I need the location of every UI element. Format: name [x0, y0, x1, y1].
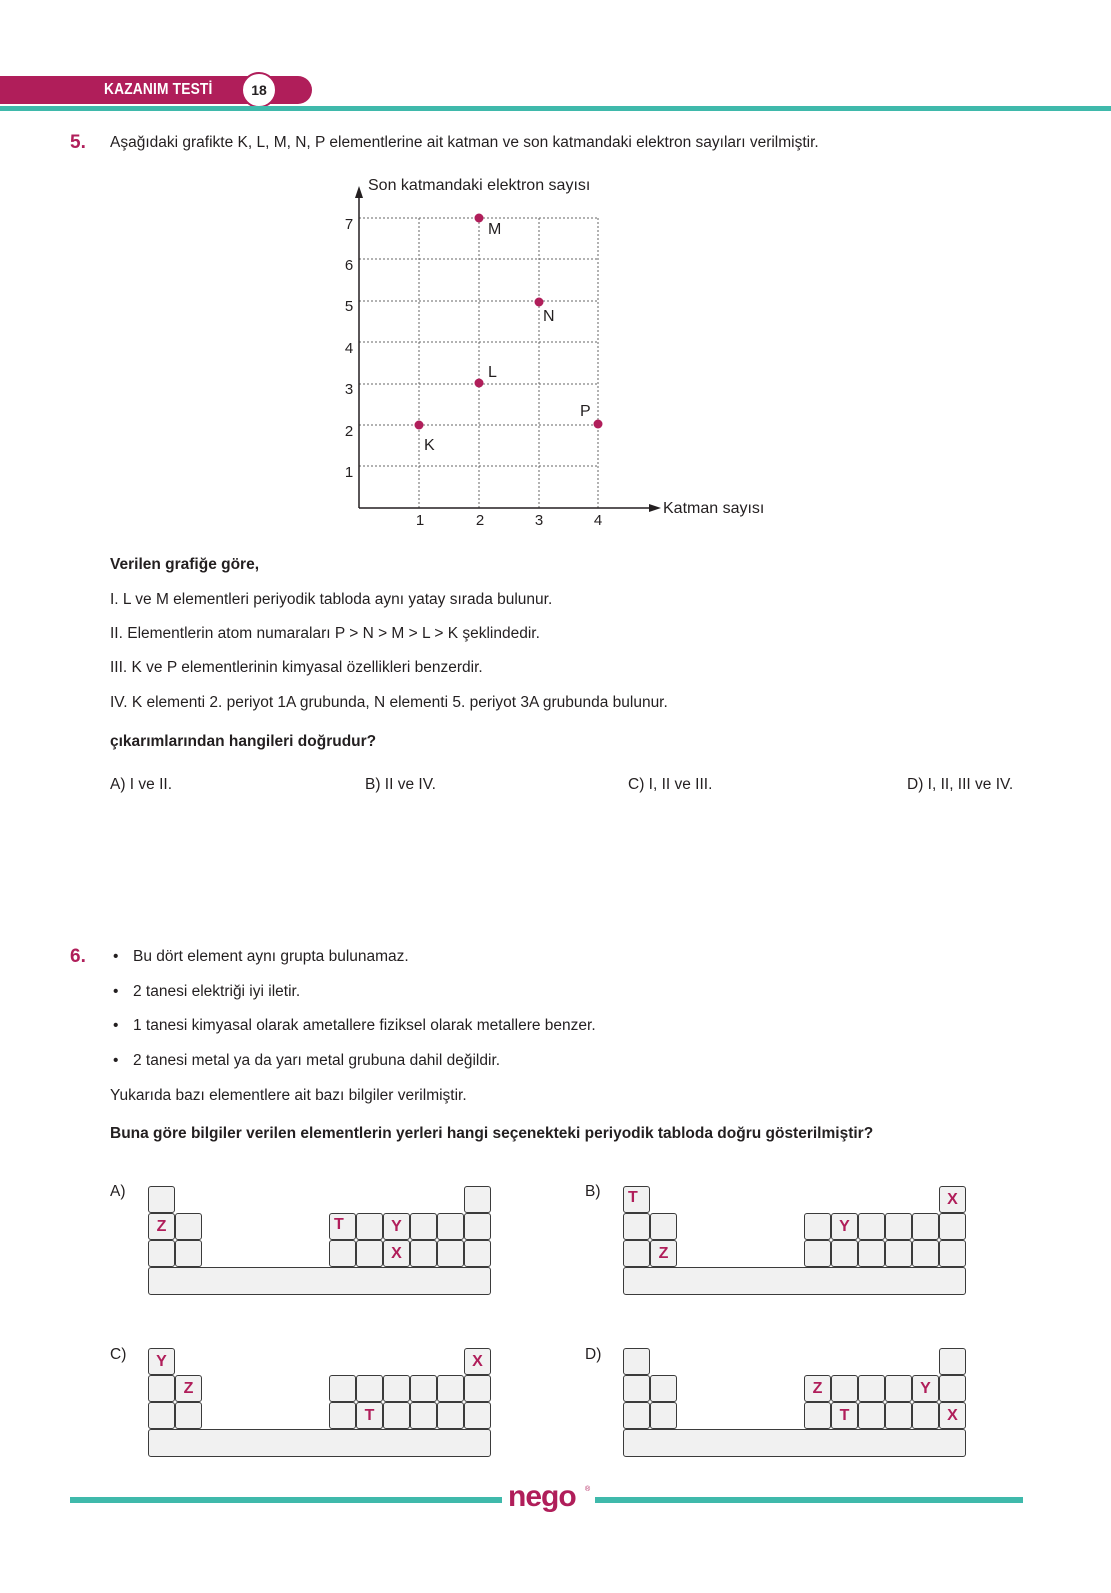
pt-cell [939, 1240, 966, 1267]
svg-text:K: K [424, 437, 435, 454]
pt-cell [410, 1402, 437, 1429]
chart-axes [355, 186, 661, 512]
pt-cell: T [623, 1186, 650, 1213]
pt-cell [175, 1213, 202, 1240]
pt-cell [939, 1375, 966, 1402]
pt-cell [912, 1240, 939, 1267]
pt-bottom-bar [148, 1429, 491, 1457]
pt-cell [329, 1402, 356, 1429]
svg-text:P: P [580, 403, 591, 420]
point-N [535, 298, 544, 307]
pt-cell [410, 1213, 437, 1240]
question-5-lead: Verilen grafiğe göre, [110, 556, 260, 573]
pt-cell [329, 1240, 356, 1267]
pt-cell [464, 1213, 491, 1240]
pt-cell [356, 1213, 383, 1240]
svg-text:5: 5 [344, 298, 354, 315]
pt-cell [383, 1375, 410, 1402]
question-5-number: 5. [70, 132, 86, 153]
pt-cell [623, 1213, 650, 1240]
question-5-question: çıkarımlarından hangileri doğrudur? [110, 733, 377, 750]
pt-cell [464, 1375, 491, 1402]
pt-cell: X [939, 1186, 966, 1213]
pt-cell: T [831, 1402, 858, 1429]
svg-text:7: 7 [344, 216, 354, 233]
q5-option-D[interactable]: D) I, II, III ve IV. [907, 776, 1014, 793]
pt-cell [464, 1240, 491, 1267]
pt-cell [148, 1375, 175, 1402]
point-L [475, 379, 484, 388]
pt-cell [437, 1402, 464, 1429]
chart-points [415, 214, 603, 430]
q6-info: Yukarıda bazı elementlere ait bazı bilgiler verilmiştir. [110, 1087, 467, 1104]
pt-cell [939, 1213, 966, 1240]
pt-cell [831, 1375, 858, 1402]
pt-cell [329, 1375, 356, 1402]
svg-text:L: L [488, 364, 497, 381]
svg-text:6: 6 [344, 257, 354, 274]
pt-cell: Z [804, 1375, 831, 1402]
registered-mark: ® [585, 1486, 591, 1493]
svg-text:M: M [488, 221, 502, 238]
pt-cell: X [464, 1348, 491, 1375]
pt-cell [410, 1375, 437, 1402]
pt-bottom-bar [623, 1429, 966, 1457]
statement-III: III. K ve P elementlerinin kimyasal özellikleri benzerdir. [110, 659, 483, 676]
pt-cell [623, 1348, 650, 1375]
question-6-number: 6. [70, 946, 86, 967]
pt-cell [383, 1402, 410, 1429]
q5-option-B[interactable]: B) II ve IV. [365, 776, 436, 793]
test-number-badge: 18 [241, 72, 277, 108]
pt-cell [356, 1240, 383, 1267]
svg-text:4: 4 [593, 512, 603, 529]
footer-rule-right [595, 1497, 1023, 1503]
pt-cell: T [356, 1402, 383, 1429]
pt-cell [464, 1402, 491, 1429]
svg-text:3: 3 [344, 381, 354, 398]
chart-ticks [345, 216, 602, 529]
statement-IV: IV. K elementi 2. periyot 1A grubunda, N elementi 5. periyot 3A grubunda bulunur. [110, 694, 668, 711]
pt-cell [175, 1240, 202, 1267]
pt-cell [885, 1375, 912, 1402]
svg-text:1: 1 [344, 464, 354, 481]
pt-cell [437, 1375, 464, 1402]
header-rule [0, 106, 1111, 111]
pt-cell: Z [148, 1213, 175, 1240]
pt-cell: Y [912, 1375, 939, 1402]
pt-bottom-bar [148, 1267, 491, 1295]
pt-cell [650, 1402, 677, 1429]
pt-cell [437, 1213, 464, 1240]
q6-bullet-4: 2 tanesi metal ya da yarı metal grubuna dahil değildir. [133, 1052, 501, 1069]
pt-cell [912, 1213, 939, 1240]
bullet-icon: • [113, 983, 119, 1000]
statement-II: II. Elementlerin atom numaraları P > N > M > L > K şeklindedir. [110, 625, 540, 642]
bullet-icon: • [113, 1052, 119, 1069]
pt-cell [650, 1375, 677, 1402]
svg-text:2: 2 [344, 423, 354, 440]
bullet-icon: • [113, 948, 119, 965]
pt-cell [804, 1240, 831, 1267]
pt-cell [148, 1186, 175, 1213]
pt-cell [410, 1240, 437, 1267]
publisher-logo: nego [508, 1480, 576, 1513]
q6-bullet-1: Bu dört element aynı grupta bulunamaz. [133, 948, 409, 965]
pt-cell: Z [650, 1240, 677, 1267]
pt-cell: T [329, 1213, 356, 1240]
pt-cell [650, 1213, 677, 1240]
bullet-icon: • [113, 1017, 119, 1034]
pt-cell [858, 1402, 885, 1429]
pt-cell [623, 1375, 650, 1402]
y-axis-label: Son katmandaki elektron sayısı [368, 177, 591, 194]
point-M [475, 214, 484, 223]
q6-option-B-label[interactable]: B) [585, 1183, 601, 1200]
svg-text:4: 4 [344, 340, 354, 357]
pt-cell [885, 1240, 912, 1267]
q6-question: Buna göre bilgiler verilen elementlerin yerleri hangi seçenekteki periyodik tabloda doğru gösterilmiştir? [110, 1125, 874, 1142]
pt-cell [623, 1240, 650, 1267]
q6-option-D-label[interactable]: D) [585, 1346, 602, 1363]
svg-text:2: 2 [475, 512, 485, 529]
pt-cell: Z [175, 1375, 202, 1402]
pt-cell [885, 1213, 912, 1240]
pt-cell [831, 1240, 858, 1267]
pt-cell: X [939, 1402, 966, 1429]
test-title: KAZANIM TESTİ [104, 81, 213, 98]
svg-text:3: 3 [534, 512, 544, 529]
pt-cell [175, 1402, 202, 1429]
q6-bullet-3: 1 tanesi kimyasal olarak ametallere fiziksel olarak metallere benzer. [133, 1017, 596, 1034]
statement-I: I. L ve M elementleri periyodik tabloda aynı yatay sırada bulunur. [110, 591, 553, 608]
chart-grid [359, 218, 598, 508]
pt-cell [858, 1375, 885, 1402]
x-axis-label: Katman sayısı [663, 500, 765, 517]
q6-option-C-label[interactable]: C) [110, 1346, 127, 1363]
pt-cell [939, 1348, 966, 1375]
pt-cell [885, 1402, 912, 1429]
pt-cell [356, 1375, 383, 1402]
chart-point-labels [424, 221, 591, 454]
footer-rule-left [70, 1497, 502, 1503]
pt-cell [148, 1240, 175, 1267]
svg-text:1: 1 [415, 512, 425, 529]
question-5-prompt: Aşağıdaki grafikte K, L, M, N, P elementlerine ait katman ve son katmandaki elektron sayıları verilmiştir. [110, 134, 819, 151]
pt-cell: Y [148, 1348, 175, 1375]
pt-bottom-bar [623, 1267, 966, 1295]
pt-cell: X [383, 1240, 410, 1267]
pt-cell [858, 1240, 885, 1267]
pt-cell [804, 1213, 831, 1240]
pt-cell [912, 1402, 939, 1429]
q6-option-A-label[interactable]: A) [110, 1183, 126, 1200]
pt-cell [623, 1402, 650, 1429]
point-K [415, 421, 424, 430]
pt-cell: Y [383, 1213, 410, 1240]
pt-cell [464, 1186, 491, 1213]
pt-cell [858, 1213, 885, 1240]
q5-option-A[interactable]: A) I ve II. [110, 776, 173, 793]
q6-bullet-2: 2 tanesi elektriği iyi iletir. [133, 983, 301, 1000]
pt-cell [437, 1240, 464, 1267]
pt-cell [148, 1402, 175, 1429]
q5-option-C[interactable]: C) I, II ve III. [628, 776, 713, 793]
electron-scatter-chart [330, 170, 790, 530]
svg-text:N: N [543, 308, 555, 325]
pt-cell: Y [831, 1213, 858, 1240]
pt-cell [804, 1402, 831, 1429]
point-P [594, 420, 603, 429]
